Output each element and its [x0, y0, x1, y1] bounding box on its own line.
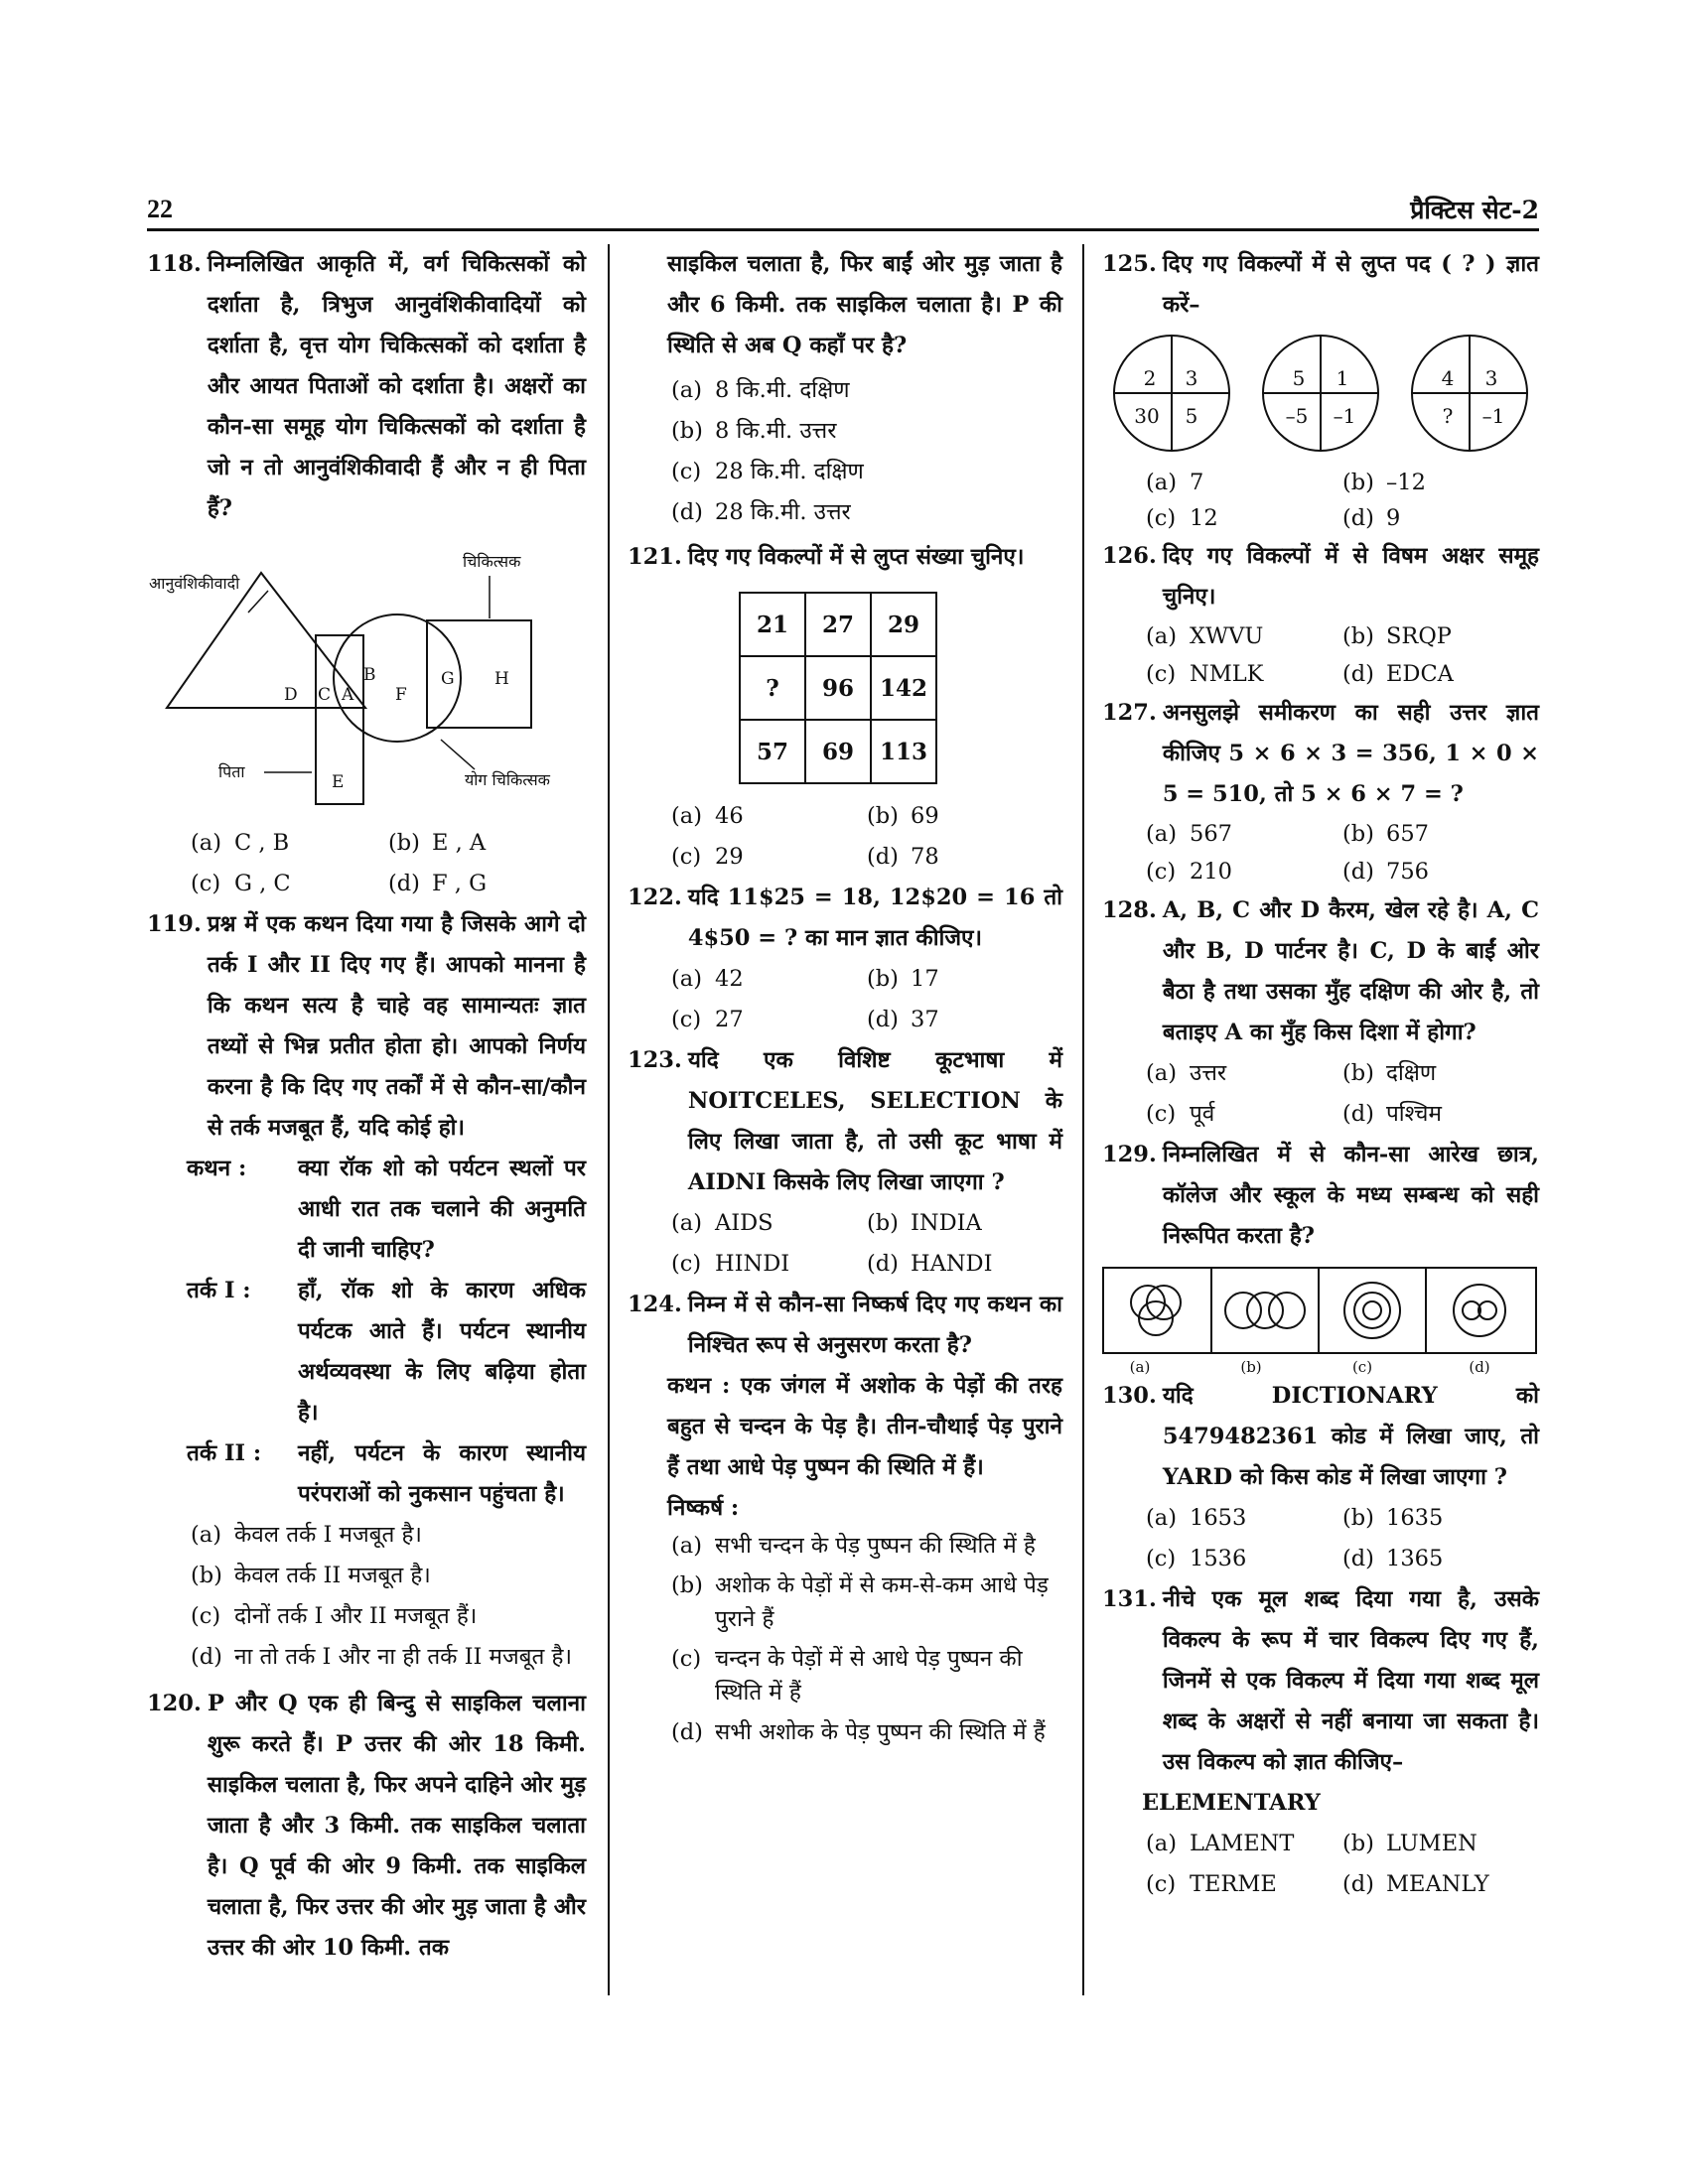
- question-text: यदि DICTIONARY को 5479482361 कोड में लिखा जाए, तो YARD को किस कोड में लिखा जाएगा ?: [1162, 1383, 1539, 1490]
- question-number: 126.: [1102, 543, 1157, 569]
- question-number: 123.: [628, 1047, 682, 1073]
- option-d[interactable]: (d) ना तो तर्क I और ना ही तर्क II मजबूत है।: [191, 1644, 572, 1670]
- label-yoga: योग चिकित्सक: [465, 770, 550, 789]
- option-b[interactable]: (b) INDIA: [867, 1210, 982, 1236]
- option-a[interactable]: (a) 567: [1146, 821, 1232, 847]
- number-grid: 21 27 29 ? 96 142 57 69 113: [739, 592, 937, 784]
- option-a[interactable]: (a) उत्तर: [1146, 1060, 1227, 1086]
- option-d[interactable]: (d) पश्चिम: [1342, 1101, 1442, 1127]
- question-125: [1102, 244, 1539, 326]
- question-131: [1102, 1579, 1539, 1783]
- question-text: यदि 11$25 = 18, 12$20 = 16 तो 4$50 = ? का मान ज्ञात कीजिए।: [687, 885, 1062, 951]
- question-120: [147, 1684, 586, 1969]
- letter-f: F: [395, 685, 407, 705]
- question-text: अनसुलझे समीकरण का सही उत्तर ज्ञात कीजिए 5 × 6 × 3 = 356, 1 × 0 × 5 = 510, तो 5 × 6 × 7 = ?: [1162, 700, 1539, 807]
- question-121: [628, 537, 1062, 578]
- option-b[interactable]: (b) दक्षिण: [1342, 1060, 1437, 1086]
- column-3: [1102, 244, 1539, 1905]
- label-genetic: आनुवंशिकीवादी: [149, 574, 240, 593]
- option-a[interactable]: (a) केवल तर्क I मजबूत है।: [191, 1522, 422, 1548]
- svg-text:30: 30: [1134, 404, 1160, 428]
- conclusion-label: निष्कर्ष :: [667, 1495, 740, 1521]
- option-b[interactable]: (b) अशोक के पेड़ों में से कम-से-कम आधे पेड़ पुराने हैं: [671, 1572, 1049, 1632]
- argument-1-block: [147, 1271, 586, 1433]
- svg-text:2: 2: [1143, 366, 1157, 390]
- option-d[interactable]: (d) 1365: [1342, 1546, 1444, 1571]
- letter-d: D: [284, 685, 298, 705]
- question-128: [1102, 890, 1539, 1053]
- question-number: 124.: [628, 1292, 682, 1317]
- option-a[interactable]: (a) 46: [671, 803, 744, 829]
- option-d[interactable]: (d) 9: [1342, 505, 1401, 531]
- diagram-label-c: (c): [1351, 1358, 1373, 1376]
- options-128: [1102, 1053, 1539, 1135]
- page-number: 22: [147, 195, 173, 223]
- option-c[interactable]: (c) 29: [671, 844, 744, 870]
- statement-text: क्या रॉक शो को पर्यटन स्थलों पर आधी रात तक चलाने की अनुमति दी जानी चाहिए?: [298, 1156, 586, 1263]
- circle-3: [1412, 336, 1527, 451]
- svg-text:?: ?: [1442, 404, 1454, 428]
- option-b[interactable]: (b) केवल तर्क II मजबूत है।: [191, 1563, 431, 1588]
- diagram-label-b: (b): [1240, 1358, 1262, 1376]
- venn-diagram: [147, 531, 586, 819]
- question-text: A, B, C और D कैरम, खेल रहे है। A, C और B, D पार्टनर है। C, D के बाईं ओर बैठा है तथा उसका मुँह दक्षिण की ओर है, तो बताइए A का मुँह किस दिशा में होगा?: [1162, 897, 1539, 1045]
- option-b[interactable]: (b) E , A: [388, 830, 487, 856]
- option-c[interactable]: (c) चन्दन के पेड़ों में से आधे पेड़ पुष्पन की स्थिति में हैं: [671, 1646, 1023, 1706]
- page-header: [147, 191, 1539, 231]
- column-divider: [1082, 244, 1084, 1995]
- option-d[interactable]: (d) 756: [1342, 859, 1429, 885]
- question-123: [628, 1040, 1062, 1203]
- statement-block: [147, 1149, 586, 1271]
- option-a[interactable]: (a) 1653: [1146, 1505, 1247, 1531]
- diagram-label-a: (a): [1129, 1358, 1151, 1376]
- svg-text:5: 5: [1292, 366, 1306, 390]
- options-122: [628, 959, 1062, 1040]
- question-text: प्रश्न में एक कथन दिया गया है जिसके आगे दो तर्क I और II दिए गए हैं। आपको मानना है कि कथन सत्य है चाहे वह सामान्यतः ज्ञात तथ्यों से भिन्न प्रतीत होता हो। आपको निर्णय करना है कि दिए गए तर्कों में से कौन-सा/कौन से तर्क मजबूत हैं, यदि कोई हो।: [207, 911, 586, 1141]
- argument-2-label: तर्क II :: [187, 1440, 262, 1466]
- diagram-c[interactable]: [1344, 1283, 1400, 1338]
- option-d[interactable]: (d) 78: [867, 844, 939, 870]
- question-124: [628, 1285, 1062, 1366]
- question-number: 122.: [628, 885, 682, 910]
- option-a[interactable]: (a) 42: [671, 966, 744, 992]
- question-text: दिए गए विकल्पों में से लुप्त संख्या चुनिए।: [687, 544, 1025, 570]
- letter-e: E: [332, 772, 345, 792]
- option-b[interactable]: (b) 1635: [1342, 1505, 1444, 1531]
- question-127: [1102, 693, 1539, 815]
- svg-text:–1: –1: [1333, 404, 1356, 428]
- argument-1-text: हाँ, रॉक शो के कारण अधिक पर्यटक आते हैं। पर्यटन स्थानीय अर्थव्यवस्था के लिए बढ़िया होता है।: [298, 1278, 586, 1426]
- argument-1-label: तर्क I :: [187, 1278, 251, 1303]
- question-number: 125.: [1102, 251, 1157, 277]
- option-a[interactable]: (a) AIDS: [671, 1210, 774, 1236]
- question-number: 120.: [147, 1691, 202, 1716]
- statement-label: कथन :: [187, 1156, 247, 1181]
- question-text: दिए गए विकल्पों में से विषम अक्षर समूह चुनिए।: [1162, 543, 1539, 610]
- option-c[interactable]: (c) TERME: [1146, 1871, 1277, 1897]
- question-119: [147, 904, 586, 1149]
- statement-text: कथन : एक जंगल में अशोक के पेड़ों की तरह बहुत से चन्दन के पेड़ है। तीन-चौथाई पेड़ पुराने हैं तथा आधे पेड़ पुष्पन की स्थिति में हैं।: [667, 1373, 1062, 1480]
- option-b[interactable]: (b) –12: [1342, 470, 1426, 495]
- option-c[interactable]: (c) NMLK: [1146, 661, 1264, 687]
- options-127: [1102, 815, 1539, 890]
- number-circles: [1102, 326, 1539, 465]
- option-c[interactable]: (c) HINDI: [671, 1251, 790, 1277]
- argument-2-block: [147, 1433, 586, 1515]
- option-a[interactable]: (a) सभी चन्दन के पेड़ पुष्पन की स्थिति में है: [671, 1533, 1036, 1559]
- question-120-continued: साइकिल चलाता है, फिर बाईं ओर मुड़ जाता है और 6 किमी. तक साइकिल चलाता है। P की स्थिति से अब Q कहाँ पर है?: [667, 251, 1062, 358]
- option-d[interactable]: (d) EDCA: [1342, 661, 1454, 687]
- column-1: [147, 244, 586, 1969]
- question-text: नीचे एक मूल शब्द दिया गया है, उसके विकल्प के रूप में चार विकल्प दिए गए हैं, जिनमें से एक विकल्प में दिया गया शब्द मूल शब्द के अक्षरों से नहीं बनाया जा सकता है। उस विकल्प को ज्ञात कीजिए–: [1162, 1586, 1539, 1775]
- options-121: [628, 796, 1062, 878]
- option-a[interactable]: (a) 7: [1146, 470, 1204, 495]
- question-number: 129.: [1102, 1142, 1157, 1167]
- letter-c: C: [318, 685, 332, 705]
- option-b[interactable]: (b) SRQP: [1342, 623, 1452, 649]
- option-b[interactable]: (b) LUMEN: [1342, 1831, 1477, 1856]
- question-number: 130.: [1102, 1383, 1157, 1409]
- column-2: [628, 244, 1062, 1749]
- base-word: ELEMENTARY: [1142, 1790, 1321, 1816]
- options-120: [628, 370, 1062, 533]
- options-118: [147, 823, 586, 904]
- option-d[interactable]: (d) HANDI: [867, 1251, 993, 1277]
- svg-text:–1: –1: [1481, 404, 1505, 428]
- options-124: [628, 1529, 1062, 1749]
- question-126: [1102, 536, 1539, 617]
- diagram-options: [1102, 1267, 1539, 1376]
- circle-2: [1263, 336, 1378, 451]
- option-b[interactable]: (b) 17: [867, 966, 939, 992]
- option-b[interactable]: (b) 8 कि.मी. उत्तर: [671, 418, 837, 444]
- label-father: पिता: [218, 762, 245, 781]
- question-number: 119.: [147, 911, 202, 937]
- options-125: [1102, 465, 1539, 536]
- question-number: 128.: [1102, 897, 1157, 923]
- question-number: 121.: [628, 544, 682, 570]
- options-126: [1102, 617, 1539, 693]
- diagram-d[interactable]: [1454, 1285, 1505, 1336]
- option-a[interactable]: (a) C , B: [191, 830, 290, 856]
- question-text: P और Q एक ही बिन्दु से साइकिल चलाना शुरू करते हैं। P उत्तर की ओर 18 किमी. साइकिल चलाता है, फिर अपने दाहिने ओर मुड़ जाता है और 3 किमी. तक साइकिल चलाता है। Q पूर्व की ओर 9 किमी. तक साइकिल चलाता है, फिर उत्तर की ओर मुड़ जाता है और उत्तर की ओर 10 किमी. तक: [207, 1691, 586, 1961]
- option-a[interactable]: (a) XWVU: [1146, 623, 1264, 649]
- option-d[interactable]: (d) 28 कि.मी. उत्तर: [671, 499, 851, 525]
- option-c[interactable]: (c) 27: [671, 1007, 744, 1032]
- option-b[interactable]: (b) 69: [867, 803, 939, 829]
- svg-text:1: 1: [1336, 366, 1349, 390]
- question-118: [147, 244, 586, 529]
- option-c[interactable]: (c) G , C: [191, 871, 291, 896]
- question-text: निम्नलिखित आकृति में, वर्ग चिकित्सकों को दर्शाता है, त्रिभुज आनुवंशिकीवादियों को दर्शाता है, वृत्त योग चिकित्सकों को दर्शाता है और आयत पिताओं को दर्शाता है। अक्षरों का कौन-सा समूह योग चिकित्सकों को दर्शाता है जो न तो आनुवंशिकीवादी हैं और न ही पिता हैं?: [207, 251, 586, 521]
- option-c[interactable]: (c) 28 कि.मी. दक्षिण: [671, 459, 864, 484]
- argument-2-text: नहीं, पर्यटन के कारण स्थानीय परंपराओं को नुकसान पहुंचता है।: [298, 1440, 586, 1507]
- option-c[interactable]: (c) दोनों तर्क I और II मजबूत हैं।: [191, 1603, 478, 1629]
- question-129: [1102, 1135, 1539, 1257]
- option-b[interactable]: (b) 657: [1342, 821, 1429, 847]
- options-123: [628, 1203, 1062, 1285]
- letter-a: A: [342, 685, 354, 705]
- question-122: [628, 878, 1062, 959]
- diagram-a[interactable]: [1131, 1286, 1181, 1335]
- question-130: [1102, 1376, 1539, 1498]
- diagram-b[interactable]: [1225, 1293, 1305, 1328]
- options-130: [1102, 1498, 1539, 1579]
- option-c[interactable]: (c) 210: [1146, 859, 1232, 885]
- option-d[interactable]: (d) F , G: [388, 871, 488, 896]
- page-title: प्रैक्टिस सेट-2: [1410, 196, 1539, 224]
- question-text: दिए गए विकल्पों में से लुप्त पद ( ? ) ज्ञात करें–: [1162, 251, 1539, 318]
- column-divider: [608, 244, 610, 1995]
- svg-text:3: 3: [1185, 366, 1198, 390]
- option-a[interactable]: (a) 8 कि.मी. दक्षिण: [671, 377, 850, 403]
- svg-text:5: 5: [1185, 404, 1198, 428]
- letter-b: B: [363, 665, 376, 685]
- question-text: यदि एक विशिष्ट कूटभाषा में NOITCELES, SELECTION के लिए लिखा जाता है, तो उसी कूट भाषा में AIDNI किसके लिए लिखा जाएगा ?: [687, 1047, 1062, 1195]
- option-d[interactable]: (d) सभी अशोक के पेड़ पुष्पन की स्थिति में हैं: [671, 1719, 1046, 1745]
- label-doctor: चिकित्सक: [463, 552, 521, 571]
- letter-h: H: [494, 669, 509, 689]
- question-number: 131.: [1102, 1586, 1157, 1612]
- svg-text:4: 4: [1441, 366, 1455, 390]
- letter-g: G: [441, 669, 455, 689]
- option-a[interactable]: (a) LAMENT: [1146, 1831, 1295, 1856]
- option-d[interactable]: (d) 37: [867, 1007, 939, 1032]
- svg-text:3: 3: [1484, 366, 1498, 390]
- question-text: निम्नलिखित में से कौन-सा आरेख छात्र, कॉलेज और स्कूल के मध्य सम्बन्ध को सही निरूपित करता है?: [1162, 1142, 1539, 1249]
- option-c[interactable]: (c) पूर्व: [1146, 1101, 1215, 1127]
- svg-text:–5: –5: [1285, 404, 1309, 428]
- diagram-label-d: (d): [1469, 1358, 1490, 1376]
- option-c[interactable]: (c) 1536: [1146, 1546, 1247, 1571]
- question-text: निम्न में से कौन-सा निष्कर्ष दिए गए कथन का निश्चित रूप से अनुसरण करता है?: [687, 1292, 1062, 1358]
- option-c[interactable]: (c) 12: [1146, 505, 1218, 531]
- options-119: [147, 1515, 586, 1678]
- question-number: 118.: [147, 251, 202, 277]
- options-131: [1102, 1824, 1539, 1905]
- option-d[interactable]: (d) MEANLY: [1342, 1871, 1489, 1897]
- circle-1: [1114, 336, 1229, 451]
- question-number: 127.: [1102, 700, 1157, 726]
